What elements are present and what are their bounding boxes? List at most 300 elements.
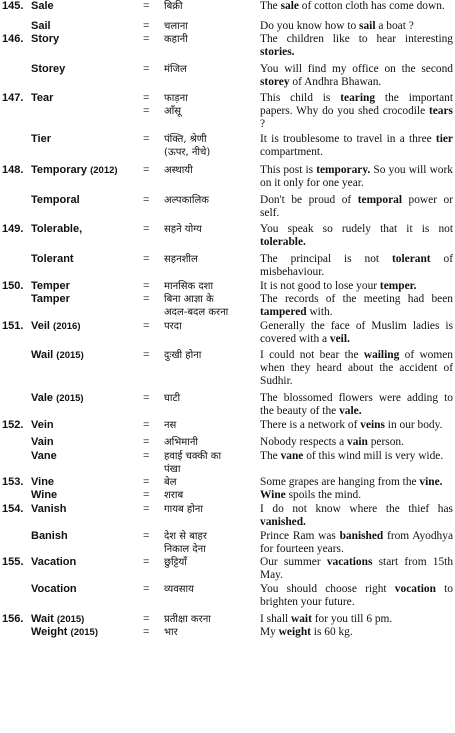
entry-row [0,280,455,293]
highlighted-word: tears [428,105,453,117]
hindi-line: कहानी [164,34,188,45]
example-sentence [260,133,453,159]
highlighted-word: sale [280,0,299,12]
highlighted-word: veil. [329,333,350,345]
example-sentence [260,583,453,609]
hindi-meaning [164,583,260,596]
sentence-text: Our summer [260,556,327,568]
example-sentence [260,450,453,463]
entry-row [0,583,455,609]
entry-row [0,436,455,449]
equals-column [137,530,164,543]
equals-sign: = [143,105,150,117]
equals-column [137,164,164,177]
hindi-meaning [164,280,260,293]
sentence-text: The [260,0,281,12]
hindi-meaning [164,419,260,432]
sentence-text: The [260,450,281,462]
hindi-line: अस्थायी [164,165,193,176]
hindi-line: बेल [164,477,177,488]
equals-column [137,0,164,13]
entry-year: (2015) [56,393,84,404]
entry-word-text: Vane [31,450,57,462]
entry-number: 149. [2,223,24,235]
example-sentence [260,503,453,529]
equals-sign: = [143,476,150,488]
sentence-text: You should choose right [260,583,395,595]
entry-word [31,392,137,405]
hindi-line: बिक्री [164,1,183,12]
sentence-text: from Ayodhya for fourteen years. [260,530,454,555]
equals-column [137,613,164,626]
example-sentence [260,349,453,388]
sentence-text: ? [260,118,266,130]
equals-sign: = [143,194,150,206]
entry-word-text: Vanish [31,503,67,515]
hindi-meaning [164,0,260,13]
entry-word-text: Temper [31,280,70,292]
equals-sign: = [143,583,150,595]
hindi-meaning [164,626,260,639]
entry-number: 150. [2,280,24,292]
highlighted-word: tolerant [392,253,431,265]
hindi-meaning [164,20,260,33]
entry-row [0,320,455,346]
sentence-text: This post is [260,164,317,176]
sentence-text: You will find my office on the second [260,63,453,75]
example-sentence [260,436,453,449]
entry-row [0,489,455,502]
highlighted-word: vain [347,436,368,448]
sentence-text: start from 15th May. [260,556,454,581]
entry-word [31,583,137,596]
sentence-text: to brighten your future. [260,583,453,608]
example-sentence [260,320,453,346]
entry-word [31,556,137,569]
hindi-line: गायब होना [164,504,203,515]
entry-word-text: Vain [31,436,54,448]
hindi-line: मानसिक दशा [164,281,214,292]
equals-sign: = [143,223,150,235]
example-sentence [260,419,453,432]
hindi-meaning [164,450,260,476]
equals-column [137,556,164,569]
entry-number: 148. [2,164,24,176]
entry-word-text: Wait [31,613,54,625]
entry-word-text: Tolerable, [31,223,83,235]
entry-row [0,33,455,59]
example-sentence [260,164,453,190]
equals-column [137,293,164,306]
equals-sign: = [143,92,150,104]
entry-word [31,194,137,207]
hindi-meaning [164,164,260,177]
sentence-text: I shall [260,613,292,625]
hindi-line: आँसू [164,106,181,117]
sentence-text: It is not good to lose your [260,280,380,292]
hindi-line: सहने योग्य [164,224,202,235]
sentence-text: in our body. [384,419,443,431]
sentence-text: of women when they heard about the accident of Sudhir. [260,349,453,387]
entry-word-text: Vale [31,392,54,404]
hindi-line: पंखा [164,464,181,475]
equals-sign: = [143,556,150,568]
hindi-line: परदा [164,321,182,332]
equals-sign: = [143,530,150,542]
equals-sign: = [143,253,150,265]
entry-word [31,320,137,333]
equals-column [137,349,164,362]
sentence-text: Do you know how to [260,20,360,32]
hindi-meaning [164,293,260,319]
highlighted-word: storey [260,76,290,88]
hindi-meaning [164,223,260,236]
entry-number: 156. [2,613,24,625]
entry-word-text: Vein [31,419,54,431]
sentence-text: Generally the face of Muslim ladies is covered with a [260,320,453,345]
highlighted-word: weight [278,626,311,638]
entry-row [0,556,455,582]
entry-word [31,489,137,502]
entry-row [0,223,455,249]
entry-word-text: Temporary [31,164,88,176]
entry-word [31,33,137,46]
equals-column [137,194,164,207]
example-sentence [260,0,453,13]
entry-number: 146. [2,33,24,45]
example-sentence [260,293,453,319]
entry-word [31,613,137,626]
equals-sign: = [143,293,150,305]
equals-column [137,419,164,432]
hindi-line: व्यवसाय [164,584,194,595]
entry-row [0,476,455,489]
equals-column [137,392,164,405]
example-sentence [260,20,453,33]
sentence-text: There is a network of [260,419,361,431]
sentence-text: of cotton cloth has come down. [298,0,445,12]
highlighted-word: Wine [260,489,286,501]
entry-word-text: Sale [31,0,54,12]
equals-column [137,133,164,146]
entry-word [31,530,137,543]
entry-word [31,503,137,516]
equals-sign: = [143,20,150,32]
sentence-text: with. [306,306,333,318]
example-sentence [260,280,453,293]
entry-word-text: Vine [31,476,55,488]
entry-word-text: Tear [31,92,54,104]
hindi-line: छुट्टियाँ [164,557,187,568]
sentence-text: It is troublesome to travel in a three [260,133,436,145]
entry-word-text: Tamper [31,293,70,305]
entry-word [31,626,137,639]
highlighted-word: veins [360,419,385,431]
hindi-line: हवाई चक्की का [164,451,222,462]
equals-sign: = [143,503,150,515]
highlighted-word: vacations [326,556,373,568]
entry-word [31,223,137,236]
entry-number: 155. [2,556,24,568]
example-sentence [260,530,453,556]
hindi-line: चलाना [164,21,188,32]
sentence-text: The records of the meeting had been [260,293,453,305]
entry-word-text: Storey [31,63,66,75]
entry-row [0,133,455,159]
entry-row [0,450,455,476]
sentence-text: So you will work on it only for one year. [260,164,453,189]
entry-row [0,293,455,319]
hindi-meaning [164,556,260,569]
sentence-text: Prince Ram was [260,530,340,542]
example-sentence [260,489,453,502]
example-sentence [260,626,453,639]
hindi-line: फाड़ना [164,93,188,104]
entry-word [31,419,137,432]
hindi-line: शराब [164,490,184,501]
equals-sign: = [143,0,150,12]
entry-word [31,164,137,177]
equals-sign: = [143,63,150,75]
highlighted-word: temporary. [316,164,371,176]
hindi-line: नस [164,420,177,431]
equals-sign: = [143,164,150,176]
equals-sign: = [143,626,150,638]
entry-word [31,92,137,105]
sentence-text: compartment. [260,146,323,158]
entry-number: 154. [2,503,24,515]
equals-column [137,489,164,502]
equals-column [137,280,164,293]
highlighted-word: vanished. [260,516,306,528]
example-sentence [260,476,453,489]
entry-word-text: Story [31,33,60,45]
entry-word-text: Sail [31,20,51,32]
hindi-line: भार [164,627,178,638]
entry-year: (2016) [53,321,81,332]
entry-word-text: Tolerant [31,253,74,265]
entry-word-text: Banish [31,530,68,542]
entry-word-text: Tier [31,133,51,145]
highlighted-word: tearing [340,92,376,104]
entry-word [31,436,137,449]
highlighted-word: sail [359,20,376,32]
entry-row [0,253,455,279]
equals-column [137,476,164,489]
hindi-line: दुःखी होना [164,350,202,361]
hindi-line: निकाल देना [164,544,206,555]
entry-year: (2015) [56,614,85,625]
hindi-meaning [164,613,260,626]
entry-word [31,280,137,293]
sentence-text: is 60 kg. [310,626,353,638]
hindi-meaning [164,530,260,556]
sentence-text: Some grapes are hanging from the [260,476,420,488]
entry-word-text: Vocation [31,583,77,595]
example-sentence [260,392,453,418]
entry-word-text: Vacation [31,556,77,568]
sentence-text: The children like to hear interesting [260,33,453,45]
entry-row [0,194,455,220]
hindi-meaning [164,63,260,76]
entry-word [31,20,137,33]
example-sentence [260,223,453,249]
entry-row [0,63,455,89]
hindi-meaning [164,436,260,449]
equals-column [137,63,164,76]
hindi-meaning [164,194,260,207]
entry-word-text: Wine [31,489,58,501]
sentence-text: The principal is not [260,253,392,265]
highlighted-word: tier [435,133,453,145]
sentence-text: spoils the mind. [285,489,362,501]
equals-column [137,320,164,333]
highlighted-word: banished [339,530,384,542]
example-sentence [260,253,453,279]
entry-row [0,349,455,388]
hindi-meaning [164,392,260,405]
highlighted-word: tolerable. [260,236,306,248]
equals-sign: = [143,320,150,332]
highlighted-word: vine. [419,476,443,488]
hindi-line: अभिमानी [164,437,198,448]
entry-row [0,392,455,418]
hindi-meaning [164,349,260,362]
equals-sign: = [143,33,150,45]
equals-column [137,503,164,516]
highlighted-word: tampered [260,306,307,318]
equals-sign: = [143,392,150,404]
entry-year: (2015) [56,350,84,361]
equals-column [137,20,164,33]
sentence-text: My [260,626,279,638]
equals-sign: = [143,613,150,625]
entry-row [0,503,455,529]
entry-row [0,613,455,626]
highlighted-word: temporal [357,194,403,206]
sentence-text: Nobody respects a [260,436,347,448]
sentence-text: the important papers. Why do you shed crocodile [260,92,453,117]
hindi-meaning [164,92,260,118]
entry-word [31,253,137,266]
sentence-text: I do not know where the thief has [260,503,453,515]
entry-number: 152. [2,419,24,431]
highlighted-word: vocation [394,583,436,595]
example-sentence [260,556,453,582]
hindi-line: (ऊपर, नीचे) [164,147,211,158]
equals-column [137,626,164,639]
equals-sign: = [143,436,150,448]
entry-number: 145. [2,0,24,12]
entry-word-text: Temporal [31,194,80,206]
equals-sign: = [143,133,150,145]
highlighted-word: temper. [379,280,417,292]
sentence-text: Don't be proud of [260,194,358,206]
entry-row [0,419,455,432]
hindi-meaning [164,476,260,489]
sentence-text: person. [367,436,404,448]
sentence-text: You speak so rudely that it is not [260,223,453,235]
hindi-meaning [164,320,260,333]
entry-number: 147. [2,92,24,104]
entry-word [31,349,137,362]
sentence-text: power or self. [260,194,453,219]
equals-sign: = [143,419,150,431]
hindi-line: पंक्ति, श्रेणी [164,134,207,145]
entry-row [0,626,455,639]
entry-row [0,20,455,33]
hindi-meaning [164,33,260,46]
hindi-line: बिना आज्ञा के [164,294,214,305]
hindi-line: प्रतीक्षा करना [164,614,211,625]
equals-sign: = [143,280,150,292]
entry-word [31,450,137,463]
example-sentence [260,194,453,220]
entry-word-text: Weight [31,626,68,638]
hindi-line: घाटी [164,393,181,404]
entry-word [31,0,137,13]
equals-sign: = [143,450,150,462]
entry-number: 151. [2,320,24,332]
entry-row [0,164,455,190]
example-sentence [260,63,453,89]
entry-row [0,530,455,556]
entry-row [0,92,455,131]
highlighted-word: stories. [260,46,295,58]
equals-column [137,450,164,463]
highlighted-word: wait [291,613,312,625]
sentence-text: a boat ? [375,20,414,32]
entry-row [0,0,455,13]
equals-sign: = [143,349,150,361]
hindi-line: देश से बाहर [164,531,207,542]
hindi-meaning [164,253,260,266]
entry-word [31,63,137,76]
highlighted-word: wailing [363,349,400,361]
equals-column [137,92,164,118]
entry-word [31,476,137,489]
hindi-line: सहनशील [164,254,198,265]
entry-word [31,293,137,306]
example-sentence [260,92,453,131]
entry-year: (2012) [90,165,118,176]
equals-column [137,583,164,596]
hindi-line: अदल-बदल करना [164,307,229,318]
equals-column [137,223,164,236]
highlighted-word: vale. [339,405,362,417]
sentence-text: The blossomed flowers were adding to the beauty of the [260,392,453,417]
sentence-text: of Andhra Bhawan. [289,76,382,88]
hindi-meaning [164,489,260,502]
entry-word [31,133,137,146]
sentence-text: I could not bear the [260,349,364,361]
equals-column [137,33,164,46]
equals-sign: = [143,489,150,501]
equals-column [137,436,164,449]
hindi-line: अल्पकालिक [164,195,209,206]
entry-word-text: Veil [31,320,50,332]
sentence-text: for you till 6 pm. [311,613,393,625]
sentence-text: of misbehaviour. [260,253,453,278]
entry-word-text: Wail [31,349,54,361]
hindi-meaning [164,133,260,159]
example-sentence [260,33,453,59]
example-sentence [260,613,453,626]
equals-column [137,253,164,266]
entry-number: 153. [2,476,24,488]
sentence-text: of this wind mill is very wide. [303,450,444,462]
sentence-text: This child is [260,92,341,104]
